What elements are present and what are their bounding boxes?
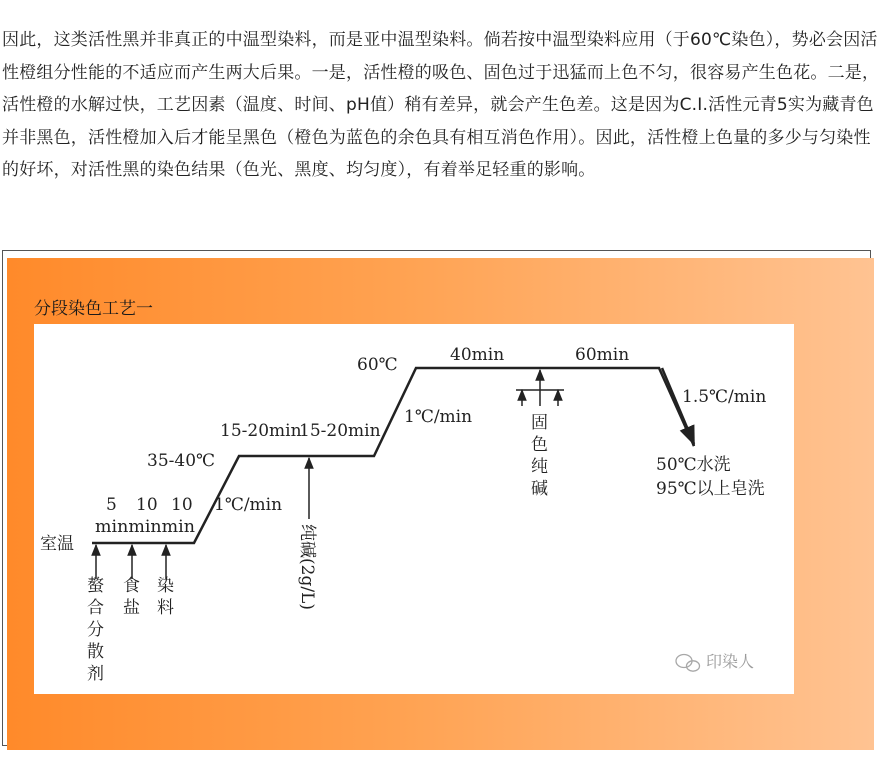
label-room-temp: 室温 xyxy=(40,534,74,554)
label-alkali: 纯碱(2g/L) xyxy=(297,524,317,610)
svg-text:纯: 纯 xyxy=(531,457,548,477)
label-temp-60: 60℃ xyxy=(357,355,398,375)
svg-text:剂: 剂 xyxy=(87,664,104,684)
watermark-text: 印染人 xyxy=(706,652,755,671)
label-end-soap: 95℃以上皂洗 xyxy=(656,479,765,499)
svg-text:合: 合 xyxy=(87,598,104,618)
wechat-icon xyxy=(676,655,700,672)
label-hold-40: 40min xyxy=(450,345,505,365)
panel-title: 分段染色工艺一 xyxy=(34,299,153,319)
label-rate-1-5: 1.5℃/min xyxy=(682,387,767,407)
label-rate-1a: 1℃/min xyxy=(214,495,283,515)
svg-text:食: 食 xyxy=(123,576,140,596)
svg-text:分: 分 xyxy=(87,620,104,640)
svg-text:碱: 碱 xyxy=(531,479,548,499)
process-diagram xyxy=(34,324,794,694)
label-hold-60: 60min xyxy=(575,345,630,365)
label-hold-15-20-a: 15-20min xyxy=(220,421,302,441)
watermark xyxy=(676,652,754,671)
intro-paragraph: 因此，这类活性黑并非真正的中温型染料，而是亚中温型染料。倘若按中温型染料应用（于60℃染色），势必会因活性橙组分性能的不适应而产生两大后果。一是，活性橙的吸色、固色过于迅猛而上色不匀，很容易产生色花。二是，活性橙的水解过快，工艺因素（温度、时间、pH值）稍有差异，就会产生色差。这是因为C.I.活性元青5实为藏青色并非黑色，活性橙加入后才能呈黑色（橙色为蓝色的余色具有相互消色作用）。因此，活性橙上色量的多少与匀染性的好坏，对活性黑的染色结果（色光、黑度、均匀度），有着举足轻重的影响。 xyxy=(2,30,880,181)
label-hold-15-20-b: 15-20min xyxy=(299,421,381,441)
label-time-10b: 10 xyxy=(171,495,193,515)
label-chelating-agent xyxy=(87,576,104,684)
label-fixing-alkali xyxy=(531,413,548,499)
svg-text:盐: 盐 xyxy=(123,598,140,618)
svg-text:散: 散 xyxy=(87,642,104,662)
svg-text:料: 料 xyxy=(157,598,174,618)
svg-text:色: 色 xyxy=(531,435,548,455)
label-time-5: 5 xyxy=(106,495,117,515)
label-time-10a: 10 xyxy=(136,495,158,515)
label-rate-1b: 1℃/min xyxy=(404,407,473,427)
label-salt xyxy=(123,576,140,618)
label-dye xyxy=(157,576,174,618)
label-end-wash: 50℃水洗 xyxy=(656,455,731,475)
label-temp-35-40: 35-40℃ xyxy=(147,451,216,471)
label-time-min-row: minminmin xyxy=(95,517,196,537)
svg-text:染: 染 xyxy=(157,576,174,596)
svg-text:螯: 螯 xyxy=(87,576,104,596)
svg-text:固: 固 xyxy=(531,413,548,433)
